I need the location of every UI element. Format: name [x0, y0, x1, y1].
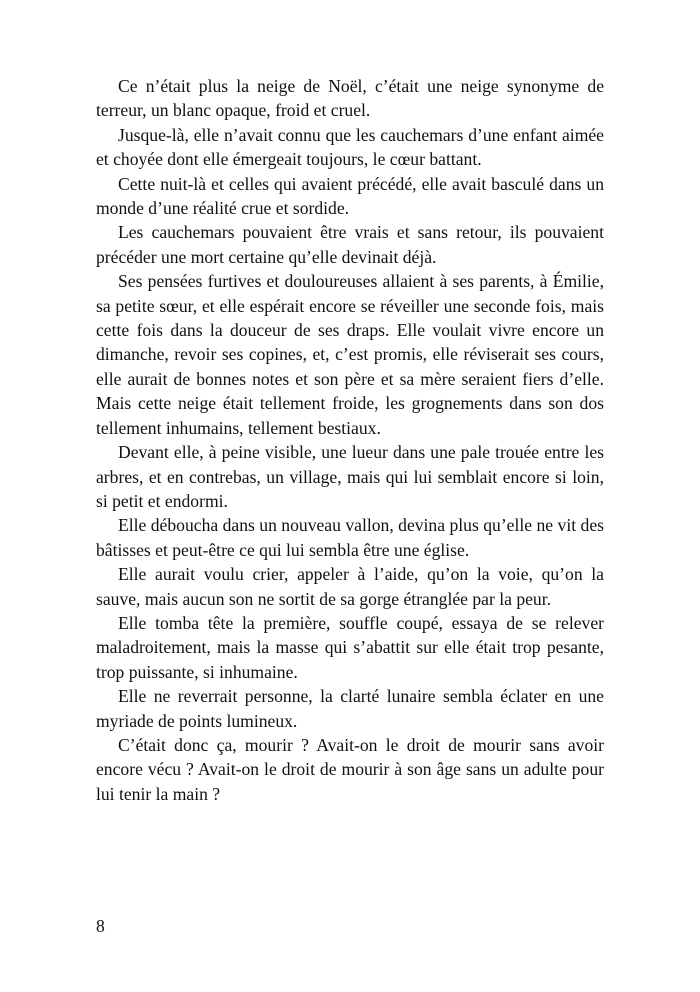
- page-number: 8: [96, 916, 105, 936]
- paragraph: Devant elle, à peine visible, une lueur dans une pale trouée entre les arbres, et en contrebas, un village, mais qui lui semblait encore si loin, si petit et endormi.: [96, 442, 604, 511]
- paragraph: Elle aurait voulu crier, appeler à l’aide, qu’on la voie, qu’on la sauve, mais aucun son ne sortit de sa gorge étranglée par la peur.: [96, 564, 604, 609]
- paragraph: Jusque-là, elle n’avait connu que les cauchemars d’une enfant aimée et choyée dont elle émergeait toujours, le cœur battant.: [96, 124, 604, 170]
- paragraph: Elle tomba tête la première, souffle coupé, essaya de se relever maladroitement, mais la masse qui s’abattit sur elle était trop pesante, trop puissante, si inhumaine.: [96, 612, 604, 682]
- paragraph: Cette nuit-là et celles qui avaient précédé, elle avait basculé dans un monde d’une réalité crue et sordide.: [96, 173, 604, 219]
- paragraph: Ses pensées furtives et douloureuses allaient à ses parents, à Émilie, sa petite sœur, et elle espérait encore se réveiller une seconde fois, mais cette fois dans la douceur de ses draps. Elle voulait vivre encore un dimanche, revoir ses copines, et, c’est promis, elle réviserait ses cours, elle aurait de bonnes notes et son père et sa mère seraient fiers d’elle. Mais cette neige était tellement froide, les grognements dans son dos tellement inhumains, tellement bestiaux.: [96, 271, 604, 438]
- paragraph: Les cauchemars pouvaient être vrais et sans retour, ils pouvaient précéder une mort certaine qu’elle devinait déjà.: [96, 222, 604, 267]
- paragraph: Elle ne reverrait personne, la clarté lunaire sembla éclater en une myriade de points lumineux.: [96, 686, 604, 731]
- paragraph: Elle déboucha dans un nouveau vallon, devina plus qu’elle ne vit des bâtisses et peut-être ce qui lui sembla être une église.: [96, 515, 604, 560]
- paragraph: Ce n’était plus la neige de Noël, c’était une neige synonyme de terreur, un blanc opaque, froid et cruel.: [96, 76, 604, 121]
- paragraph: C’était donc ça, mourir ? Avait-on le droit de mourir sans avoir encore vécu ? Avait-on le droit de mourir à son âge sans un adulte pour lui tenir la main ?: [96, 734, 604, 804]
- text-body: [96, 74, 604, 806]
